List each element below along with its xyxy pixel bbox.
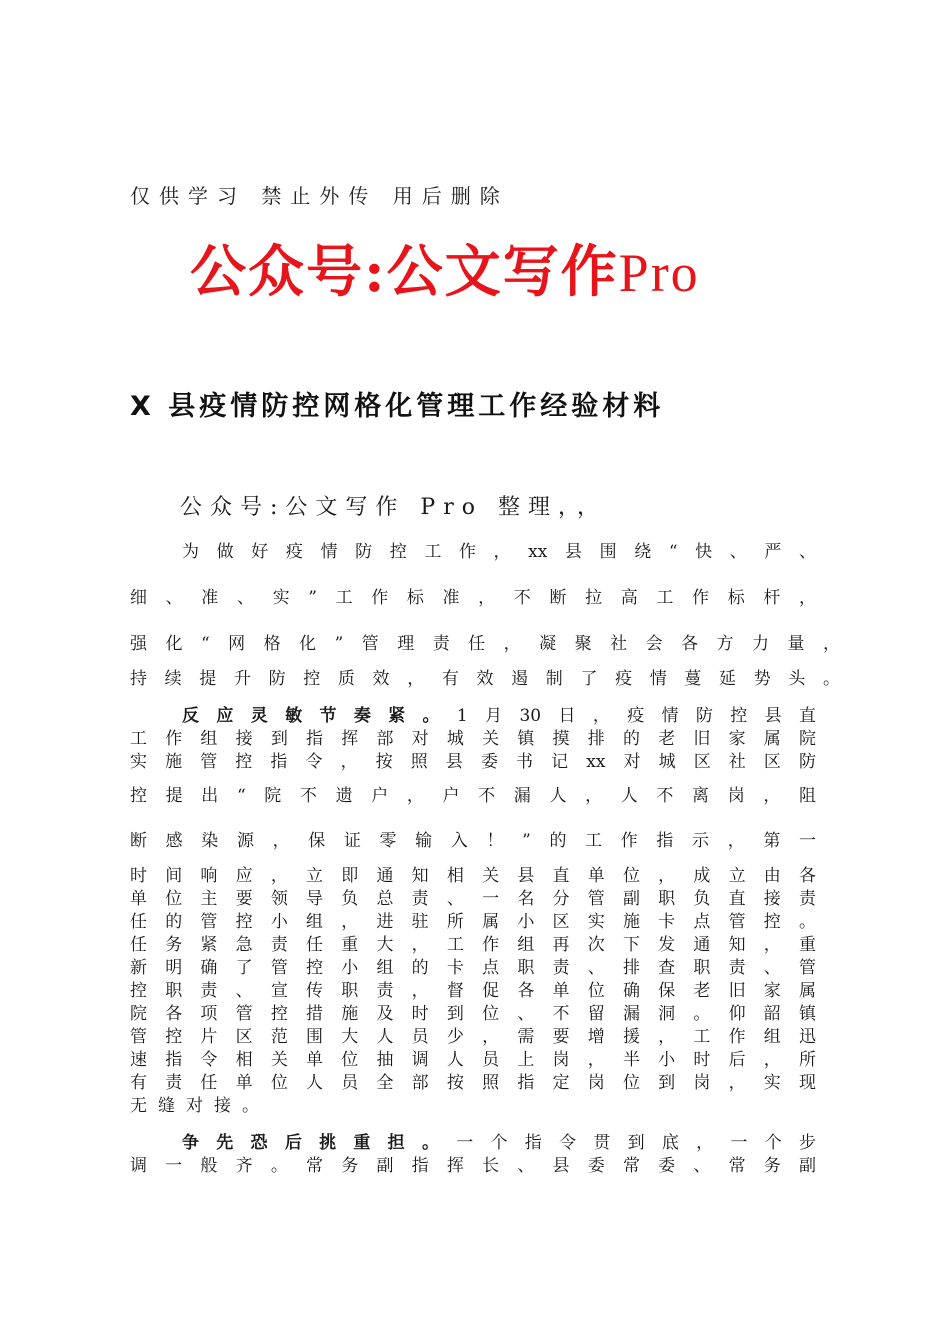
- paragraph-line: 速指令相关单位抽调人员上岗，半小时后，所: [130, 1050, 816, 1070]
- document-title: X 县疫情防控网格化管理工作经验材料: [130, 391, 665, 422]
- paragraph-line: 任务紧急责任重大，工作组再次下发通知，重: [130, 935, 816, 955]
- paragraph-line: 管控片区范围大人员少，需要增援，工作组迅: [130, 1027, 816, 1047]
- paragraph-line: 时间响应，立即通知相关县直单位，成立由各: [130, 866, 816, 886]
- paragraph-line: 新明确了管控小组的卡点职责、排查职责、管: [130, 958, 816, 978]
- paragraph-line: [182, 704, 816, 728]
- paragraph-line: 工作组接到指挥部对城关镇摸排的老旧家属院: [130, 729, 816, 749]
- paragraph-line: 任的管控小组，进驻所属小区实施卡点管控。: [130, 912, 816, 932]
- paragraph-line: 无缝对接。: [130, 1096, 270, 1116]
- paragraph-line: [182, 1131, 816, 1155]
- paragraph-line: 控提出“院不遗户，户不漏人，人不离岗，阻: [130, 786, 816, 806]
- brand-banner: [190, 228, 700, 308]
- paragraph-line: 实施管控指令，按照县委书记xx对城区社区防: [130, 752, 816, 772]
- heading-continuation: 1月30日，疫情防控县直: [456, 706, 816, 726]
- paragraph-line: 细、准、实”工作标准，不断拉高工作标杆，: [130, 588, 816, 608]
- paragraph-line: 强化“网格化”管理责任，凝聚社会各方力量，: [130, 634, 840, 654]
- section-heading: 反应灵敏节奏紧。: [182, 706, 457, 726]
- paragraph-line: 为做好疫情防控工作，xx县围绕“快、严、: [182, 542, 816, 562]
- paragraph-line: 控职责、宣传职责，督促各单位确保老旧家属: [130, 981, 816, 1001]
- paragraph-line: 调一般齐。常务副指挥长、县委常委、常务副: [130, 1156, 816, 1176]
- paragraph-line: 持续提升防控质效，有效遏制了疫情蔓延势头。: [130, 669, 840, 689]
- section-heading: 争先恐后挑重担。: [182, 1133, 457, 1153]
- intro-line: 公众号:公文写作 Pro 整理，，: [180, 495, 607, 520]
- paragraph-line: 有责任单位人员全部按照指定岗位到岗，实现: [130, 1073, 816, 1093]
- brand-name: 公众号:公文写作: [190, 239, 619, 305]
- paragraph-line: 院各项管控措施及时到位、不留漏洞。仰韶镇: [130, 1004, 816, 1024]
- brand-suffix: Pro: [618, 243, 700, 303]
- paragraph-line: 单位主要领导负总责、一名分管副职负直接责: [130, 889, 816, 909]
- paragraph-line: 断感染源，保证零输入！”的工作指示，第一: [130, 831, 816, 851]
- heading-continuation: 一个指令贯到底，一个步: [456, 1133, 816, 1153]
- usage-notice: 仅供学习 禁止外传 用后删除: [130, 184, 509, 208]
